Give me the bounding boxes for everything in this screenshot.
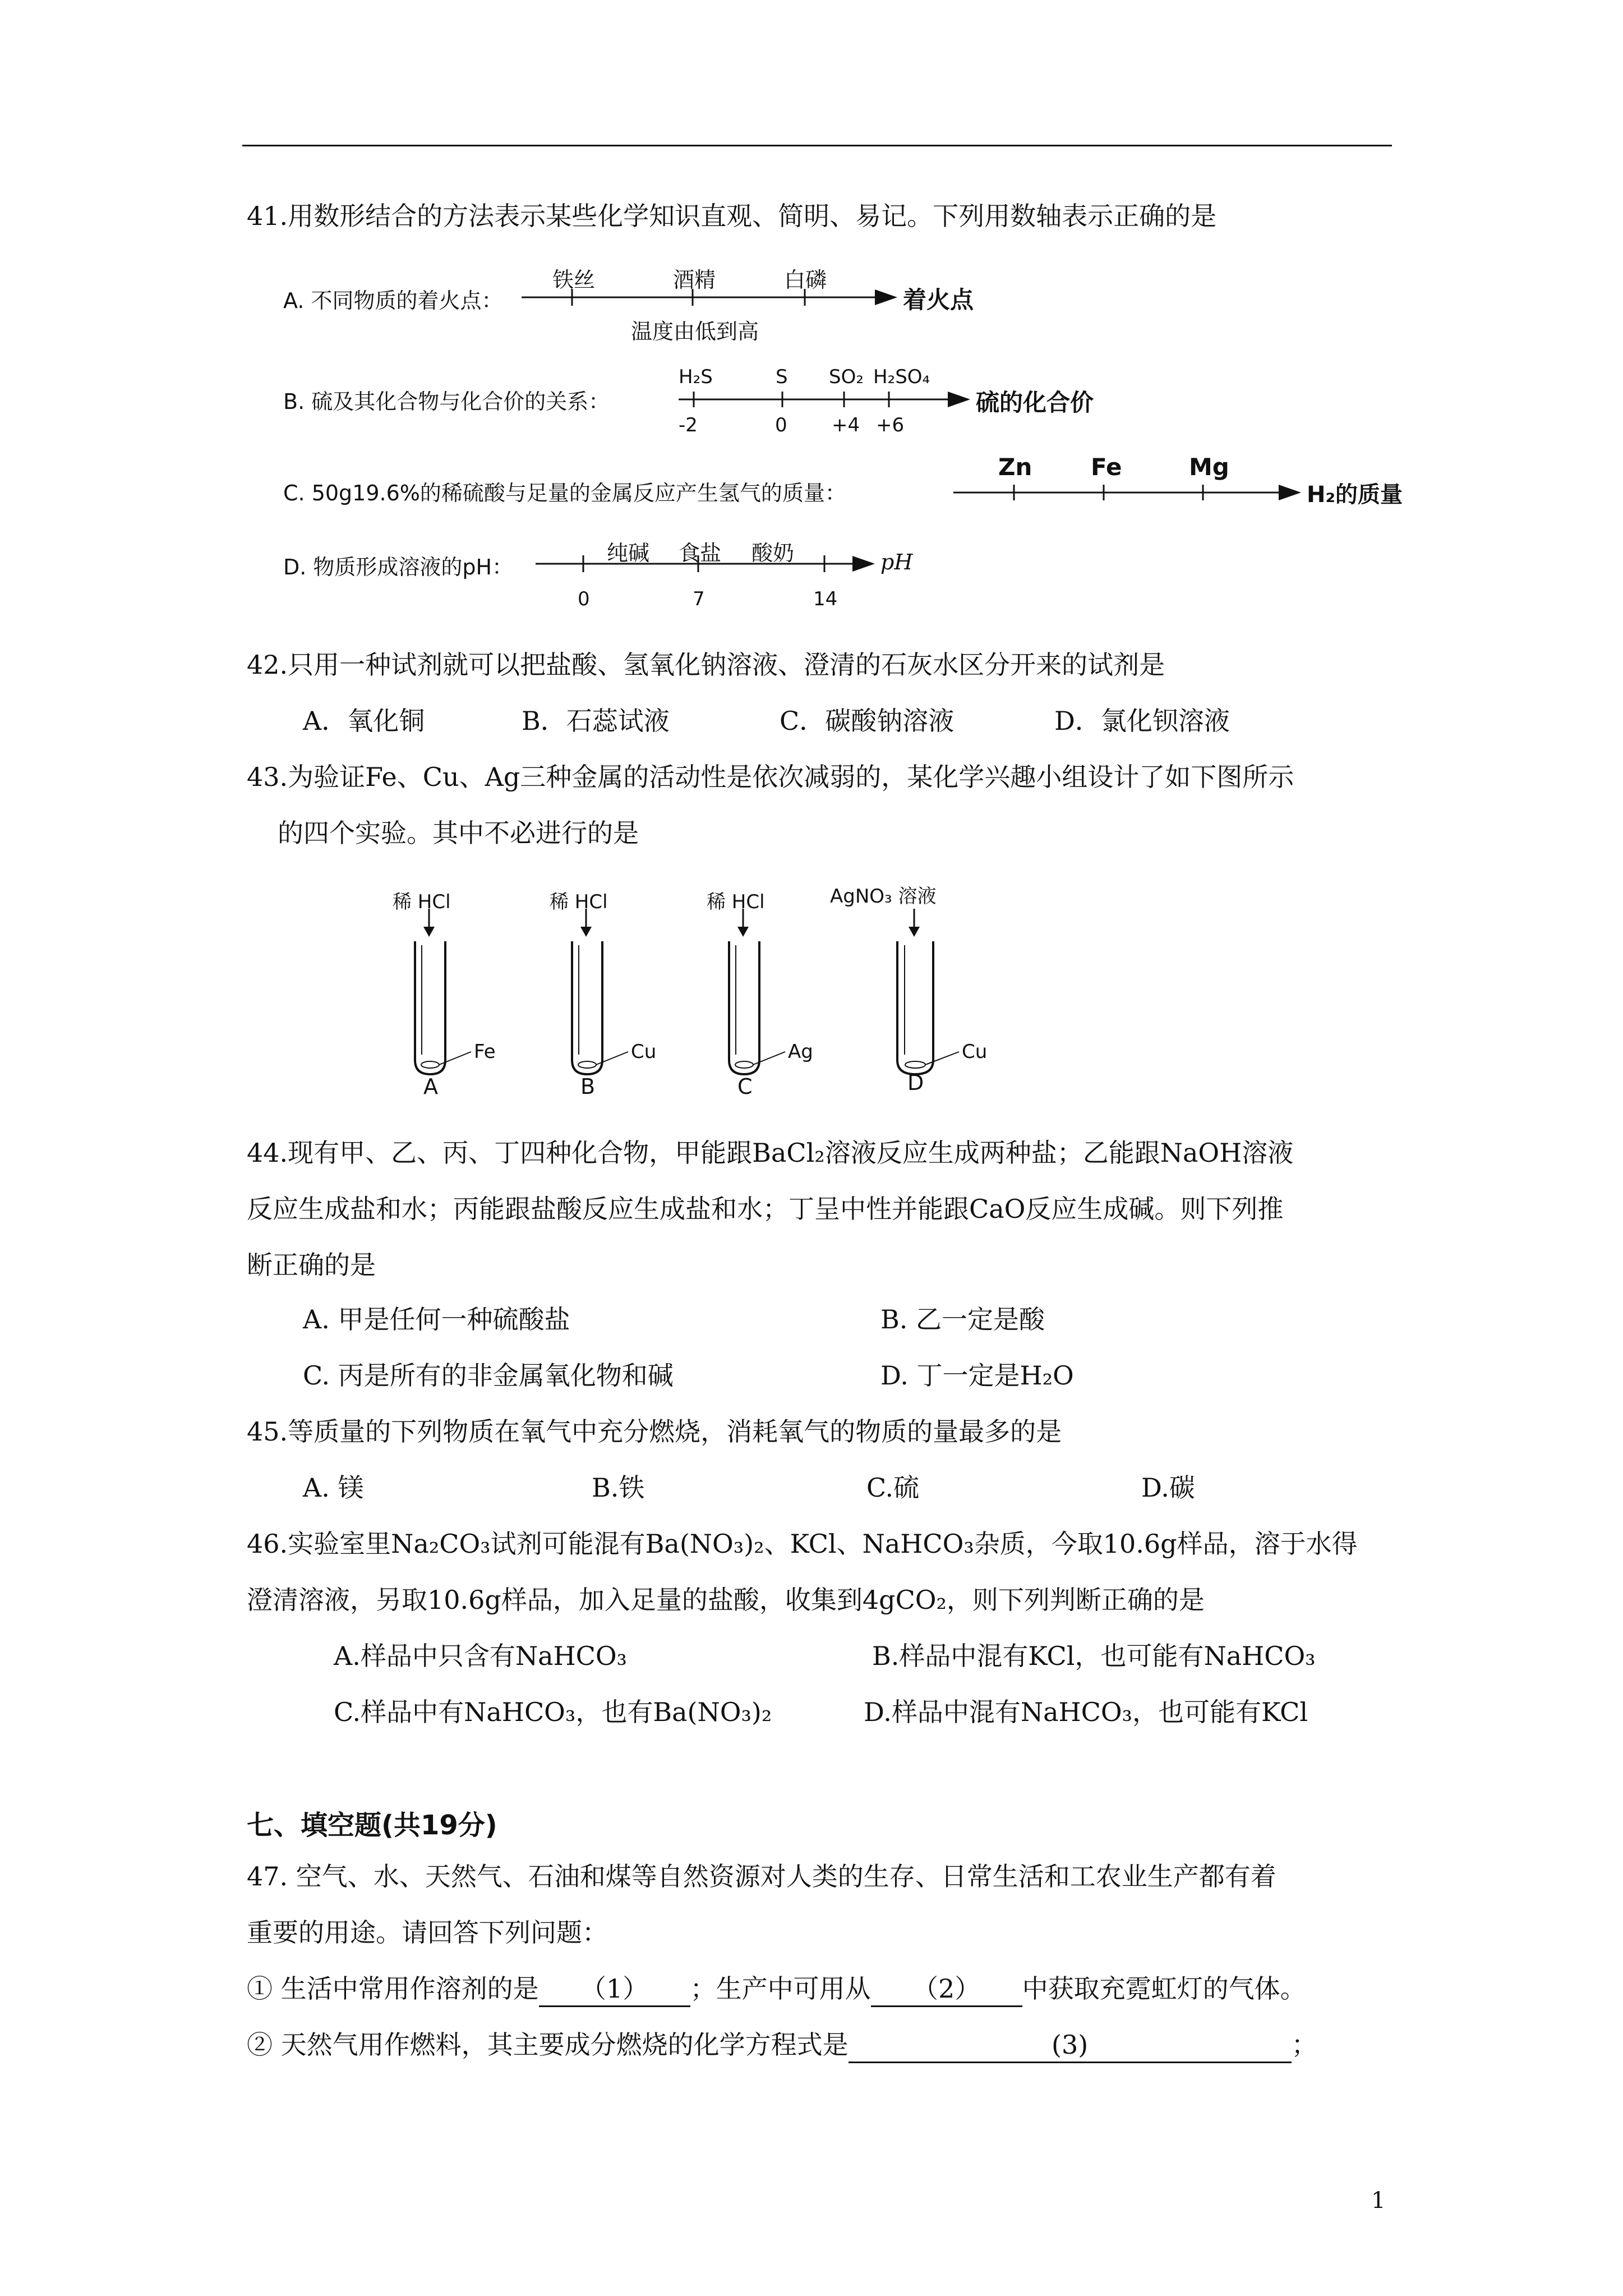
tube-d-label: D	[907, 1070, 924, 1095]
q47-item-1-text-b: ；生产中可用从	[690, 1973, 871, 2004]
q41-b-item-3: SO₂	[829, 366, 864, 388]
tube-b	[572, 909, 628, 1074]
q47-item-1-text-c: 中获取充霓虹灯的气体。	[1022, 1973, 1306, 2004]
q44-option-c: C. 丙是所有的非金属氧化物和碱	[303, 1360, 674, 1391]
q41-d-label: D. 物质形成溶液的pH：	[283, 555, 514, 579]
q41-b-value-4: +6	[876, 414, 905, 436]
q42-option-d: D．氯化钡溶液	[1054, 706, 1230, 736]
q46-option-c: C.样品中有NaHCO₃，也有Ba(NO₃)₂	[334, 1697, 772, 1727]
q47-item-1-text-a: ① 生活中常用作溶剂的是	[247, 1973, 539, 2004]
q47-item-2-text-a: ② 天然气用作燃料，其主要成分燃烧的化学方程式是	[247, 2030, 849, 2060]
q41-b-item-4: H₂SO₄	[873, 366, 930, 388]
tube-d	[897, 909, 959, 1074]
tube-d-metal: Cu	[962, 1041, 988, 1063]
q46-option-a: A.样品中只含有NaHCO₃	[334, 1641, 627, 1671]
q41-b-item-1: H₂S	[679, 366, 713, 388]
q42-option-a: A．氧化铜	[303, 706, 425, 736]
q41-c-item-2: Fe	[1091, 453, 1122, 481]
q44-line-3: 断正确的是	[247, 1250, 376, 1280]
q47-blank-1[interactable]: （1）	[539, 1972, 690, 2007]
tube-a	[415, 909, 471, 1074]
q43-line-2: 的四个实验。其中不必进行的是	[278, 818, 639, 848]
q41-text: 41.用数形结合的方法表示某些化学知识直观、简明、易记。下列用数轴表示正确的是	[247, 201, 1217, 231]
q45-option-a: A. 镁	[303, 1473, 364, 1503]
q43-line-1: 43.为验证Fe、Cu、Ag三种金属的活动性是依次减弱的，某化学兴趣小组设计了如下图所示	[247, 762, 1294, 792]
q45-text: 45.等质量的下列物质在氧气中充分燃烧，消耗氧气的物质的量最多的是	[247, 1416, 1062, 1447]
q41-b-item-2: S	[776, 366, 788, 388]
q41-a-label: A. 不同物质的着火点：	[283, 288, 503, 313]
q41-d-value-3: 14	[813, 588, 838, 610]
q41-c-item-3: Mg	[1189, 453, 1229, 481]
q43-test-tubes-figure	[381, 881, 1054, 1105]
q45-option-b: B.铁	[592, 1473, 645, 1503]
section-7-title: 七、填空题(共19分)	[247, 1810, 497, 1841]
tube-c	[729, 909, 785, 1074]
q46-option-d: D.样品中混有NaHCO₃，也可能有KCl	[864, 1697, 1308, 1727]
q47-blank-2[interactable]: （2）	[871, 1972, 1022, 2007]
q41-b-value-2: 0	[775, 414, 787, 436]
q41-b-value-3: +4	[832, 414, 860, 436]
q45-option-d: D.碳	[1141, 1473, 1195, 1503]
q41-b-end: 硫的化合价	[976, 389, 1094, 416]
q41-c-label: C. 50g19.6%的稀硫酸与足量的金属反应产生氢气的质量：	[283, 481, 846, 505]
q42-text: 42.只用一种试剂就可以把盐酸、氢氧化钠溶液、澄清的石灰水区分开来的试剂是	[247, 650, 1165, 680]
tube-c-reagent: 稀 HCl	[707, 891, 765, 913]
tube-a-metal: Fe	[474, 1041, 496, 1063]
q46-line-2: 澄清溶液，另取10.6g样品，加入足量的盐酸，收集到4gCO₂，则下列判断正确的是	[247, 1585, 1205, 1615]
q47-item-2	[247, 2028, 1317, 2063]
tube-c-metal: Ag	[788, 1041, 813, 1063]
q47-line-1: 47. 空气、水、天然气、石油和煤等自然资源对人类的生存、日常生活和工农业生产都有着	[247, 1861, 1276, 1892]
q47-item-2-text-b: ；	[1291, 2030, 1317, 2060]
tube-b-reagent: 稀 HCl	[550, 891, 608, 913]
q41-a-below: 温度由低到高	[631, 319, 759, 344]
q47-blank-3[interactable]: (3)	[849, 2028, 1292, 2063]
page-number: 1	[1371, 2188, 1386, 2214]
tube-b-metal: Cu	[631, 1041, 657, 1063]
q45-option-c: C.硫	[866, 1473, 920, 1503]
q41-d-item-2: 食盐	[679, 541, 722, 565]
q41-c-end: H₂的质量	[1307, 482, 1403, 508]
q41-d-value-2: 7	[693, 588, 705, 610]
q41-a-item-2: 酒精	[673, 268, 716, 292]
tube-b-label: B	[580, 1074, 596, 1099]
q41-a-end: 着火点	[903, 286, 974, 314]
q41-d-value-1: 0	[578, 588, 590, 610]
tube-c-label: C	[737, 1074, 753, 1099]
q42-option-c: C．碳酸钠溶液	[780, 706, 955, 736]
q44-option-b: B. 乙一定是酸	[880, 1304, 1045, 1335]
q44-line-2: 反应生成盐和水；丙能跟盐酸反应生成盐和水；丁呈中性并能跟CaO反应生成碱。则下列推	[247, 1194, 1284, 1224]
q44-line-1: 44.现有甲、乙、丙、丁四种化合物，甲能跟BaCl₂溶液反应生成两种盐；乙能跟NaOH溶液	[247, 1138, 1294, 1168]
q47-item-1	[247, 1972, 1306, 2007]
q41-c-item-1: Zn	[998, 453, 1032, 481]
tube-a-label: A	[423, 1074, 438, 1099]
q42-option-b: B．石蕊试液	[522, 706, 670, 736]
q41-a-item-1: 铁丝	[552, 268, 596, 292]
q41-d-end: pH	[880, 550, 913, 574]
q41-b-value-1: -2	[679, 414, 698, 436]
q41-d-item-1: 纯碱	[607, 541, 650, 565]
q46-option-b: B.样品中混有KCl，也可能有NaHCO₃	[872, 1641, 1316, 1671]
q41-a-item-3: 白磷	[784, 268, 827, 292]
tube-a-reagent: 稀 HCl	[393, 891, 451, 913]
q46-line-1: 46.实验室里Na₂CO₃试剂可能混有Ba(NO₃)₂、KCl、NaHCO₃杂质，今取10.6g样品，溶于水得	[247, 1529, 1358, 1559]
tube-d-reagent: AgNO₃ 溶液	[830, 885, 937, 908]
q41-d-item-3: 酸奶	[751, 541, 795, 565]
q41-d-axis	[0, 0, 1623, 617]
q44-option-a: A. 甲是任何一种硫酸盐	[303, 1304, 570, 1335]
q41-b-label: B. 硫及其化合物与化合价的关系：	[283, 389, 610, 414]
q44-option-d: D. 丁一定是H₂O	[880, 1360, 1074, 1391]
q47-line-2: 重要的用途。请回答下列问题：	[247, 1917, 608, 1948]
